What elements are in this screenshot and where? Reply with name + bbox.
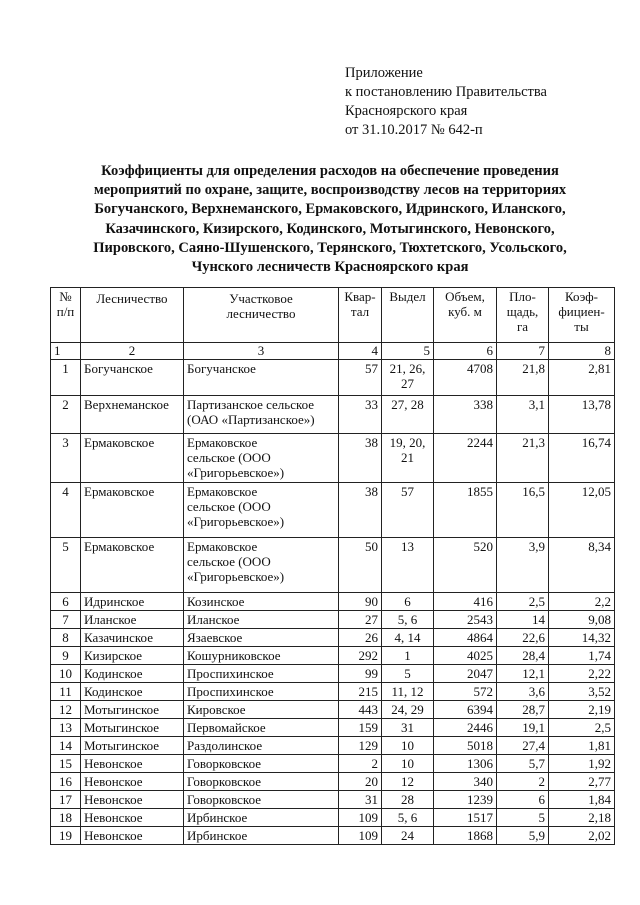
local-forestry-line: Говорковское xyxy=(187,756,261,771)
appendix-line: Красноярского края xyxy=(345,103,468,119)
plot-cell xyxy=(382,683,434,701)
plot-cell xyxy=(382,809,434,827)
local-forestry-cell xyxy=(184,791,339,809)
row-number-cell: 7 xyxy=(51,611,81,629)
area-cell: 5,9 xyxy=(497,827,549,845)
column-number-row xyxy=(51,343,615,360)
table-row xyxy=(51,683,615,701)
local-forestry-line: Богучанское xyxy=(187,361,256,376)
volume-cell: 5018 xyxy=(434,737,497,755)
area-cell: 12,1 xyxy=(497,665,549,683)
local-forestry-line: «Григорьевское») xyxy=(187,465,285,480)
quarter-cell: 50 xyxy=(339,538,382,593)
plot-line: 1 xyxy=(404,648,411,663)
column-number-cell: 5 xyxy=(382,343,434,360)
quarter-cell: 38 xyxy=(339,483,382,538)
table-row xyxy=(51,665,615,683)
coefficient-cell: 1,84 xyxy=(549,791,615,809)
header-text: тал xyxy=(350,304,370,319)
volume-cell: 2543 xyxy=(434,611,497,629)
plot-line: 5, 6 xyxy=(397,810,418,825)
volume-cell: 1868 xyxy=(434,827,497,845)
row-number-cell: 14 xyxy=(51,737,81,755)
local-forestry-cell xyxy=(184,538,339,593)
title-line: Казачинского, Кизирского, Кодинского, Мотыгинского, Невонского, xyxy=(105,220,555,237)
plot-cell xyxy=(382,773,434,791)
table-row xyxy=(51,737,615,755)
table-row xyxy=(51,611,615,629)
quarter-cell: 27 xyxy=(339,611,382,629)
header-plot xyxy=(382,288,434,343)
column-number-cell: 8 xyxy=(549,343,615,360)
table-row xyxy=(51,538,615,593)
volume-cell: 338 xyxy=(434,396,497,434)
local-forestry-line: Проспихинское xyxy=(187,684,274,699)
plot-line: 6 xyxy=(404,594,411,609)
local-forestry-cell xyxy=(184,360,339,396)
table-row xyxy=(51,791,615,809)
area-cell: 22,6 xyxy=(497,629,549,647)
volume-cell: 4025 xyxy=(434,647,497,665)
area-cell: 2,5 xyxy=(497,593,549,611)
quarter-cell: 38 xyxy=(339,434,382,483)
header-local-forestry xyxy=(184,288,339,343)
row-number-cell: 18 xyxy=(51,809,81,827)
title-line: мероприятий по охране, защите, воспроизводству лесов на территориях xyxy=(93,182,567,199)
plot-cell xyxy=(382,593,434,611)
column-number-cell: 3 xyxy=(184,343,339,360)
coefficient-cell: 2,19 xyxy=(549,701,615,719)
plot-line: 5 xyxy=(404,666,411,681)
table-row xyxy=(51,483,615,538)
header-text: фициен- xyxy=(558,304,605,319)
forestry-cell: Невонское xyxy=(81,827,184,845)
plot-line: 21, 26, xyxy=(389,361,426,376)
plot-cell xyxy=(382,611,434,629)
header-number xyxy=(51,288,81,343)
plot-cell xyxy=(382,396,434,434)
table-row xyxy=(51,396,615,434)
local-forestry-cell xyxy=(184,737,339,755)
local-forestry-line: Иланское xyxy=(187,612,240,627)
coefficient-cell: 3,52 xyxy=(549,683,615,701)
coefficient-cell: 2,5 xyxy=(549,719,615,737)
volume-cell: 416 xyxy=(434,593,497,611)
local-forestry-line: Кировское xyxy=(187,702,246,717)
header-text: Лесничество xyxy=(96,291,168,306)
forestry-cell: Невонское xyxy=(81,755,184,773)
row-number-cell: 15 xyxy=(51,755,81,773)
forestry-cell: Казачинское xyxy=(81,629,184,647)
header-text: Квар- xyxy=(344,289,376,304)
local-forestry-line: Партизанское сельское xyxy=(187,397,315,412)
quarter-cell: 31 xyxy=(339,791,382,809)
row-number-cell: 11 xyxy=(51,683,81,701)
plot-line: 5, 6 xyxy=(397,612,418,627)
quarter-cell: 90 xyxy=(339,593,382,611)
header-text: Пло- xyxy=(509,289,536,304)
forestry-cell: Кодинское xyxy=(81,665,184,683)
coefficient-cell: 13,78 xyxy=(549,396,615,434)
local-forestry-cell xyxy=(184,827,339,845)
local-forestry-cell xyxy=(184,809,339,827)
plot-line: 11, 12 xyxy=(391,684,424,699)
plot-line: 13 xyxy=(401,539,414,554)
quarter-cell: 215 xyxy=(339,683,382,701)
header-text: куб. м xyxy=(448,304,482,319)
area-cell: 19,1 xyxy=(497,719,549,737)
row-number-cell: 4 xyxy=(51,483,81,538)
volume-cell: 2446 xyxy=(434,719,497,737)
local-forestry-line: Говорковское xyxy=(187,792,261,807)
local-forestry-cell xyxy=(184,396,339,434)
area-cell: 6 xyxy=(497,791,549,809)
coefficient-cell: 2,18 xyxy=(549,809,615,827)
area-cell: 27,4 xyxy=(497,737,549,755)
appendix-line: к постановлению Правительства xyxy=(345,84,547,100)
local-forestry-line: Ирбинское xyxy=(187,810,248,825)
plot-cell xyxy=(382,755,434,773)
document-title xyxy=(60,162,600,277)
volume-cell: 2244 xyxy=(434,434,497,483)
area-cell: 14 xyxy=(497,611,549,629)
quarter-cell: 292 xyxy=(339,647,382,665)
coefficient-cell: 1,92 xyxy=(549,755,615,773)
local-forestry-cell xyxy=(184,434,339,483)
quarter-cell: 159 xyxy=(339,719,382,737)
header-text: лесничество xyxy=(226,306,296,321)
coefficient-cell: 1,81 xyxy=(549,737,615,755)
header-text: Коэф- xyxy=(565,289,598,304)
volume-cell: 1306 xyxy=(434,755,497,773)
local-forestry-cell xyxy=(184,719,339,737)
coefficient-cell: 2,02 xyxy=(549,827,615,845)
local-forestry-cell xyxy=(184,701,339,719)
quarter-cell: 109 xyxy=(339,809,382,827)
row-number-cell: 8 xyxy=(51,629,81,647)
row-number-cell: 1 xyxy=(51,360,81,396)
forestry-cell: Ермаковское xyxy=(81,483,184,538)
table-row xyxy=(51,701,615,719)
local-forestry-cell xyxy=(184,755,339,773)
forestry-cell: Идринское xyxy=(81,593,184,611)
plot-cell xyxy=(382,647,434,665)
local-forestry-line: Первомайское xyxy=(187,720,266,735)
local-forestry-cell xyxy=(184,483,339,538)
local-forestry-line: сельское (ООО xyxy=(187,450,271,465)
local-forestry-line: сельское (ООО xyxy=(187,499,271,514)
forestry-cell: Мотыгинское xyxy=(81,737,184,755)
header-coefficient xyxy=(549,288,615,343)
area-cell: 2 xyxy=(497,773,549,791)
plot-line: 4, 14 xyxy=(394,630,421,645)
coefficient-cell: 2,22 xyxy=(549,665,615,683)
coefficient-cell: 8,34 xyxy=(549,538,615,593)
local-forestry-line: «Григорьевское») xyxy=(187,569,285,584)
title-line: Коэффициенты для определения расходов на обеспечение проведения xyxy=(101,163,559,179)
table-row xyxy=(51,773,615,791)
coefficients-table xyxy=(50,287,615,845)
area-cell: 5,7 xyxy=(497,755,549,773)
plot-line: 12 xyxy=(401,774,414,789)
table-body xyxy=(51,360,615,845)
local-forestry-cell xyxy=(184,683,339,701)
quarter-cell: 33 xyxy=(339,396,382,434)
quarter-cell: 99 xyxy=(339,665,382,683)
local-forestry-line: Кошурниковское xyxy=(187,648,281,663)
appendix-line: Приложение xyxy=(345,65,423,81)
coefficient-cell: 1,74 xyxy=(549,647,615,665)
local-forestry-line: Язаевское xyxy=(187,630,243,645)
local-forestry-line: «Григорьевское») xyxy=(187,514,285,529)
header-text: Выдел xyxy=(389,289,426,304)
volume-cell: 6394 xyxy=(434,701,497,719)
header-row xyxy=(51,288,615,343)
volume-cell: 4708 xyxy=(434,360,497,396)
quarter-cell: 57 xyxy=(339,360,382,396)
area-cell: 21,3 xyxy=(497,434,549,483)
header-text: Участковое xyxy=(229,291,293,306)
row-number-cell: 6 xyxy=(51,593,81,611)
header-forestry xyxy=(81,288,184,343)
appendix-date-line: от 31.10.2017 № 642-п xyxy=(345,122,483,138)
table-row xyxy=(51,629,615,647)
local-forestry-line: Проспихинское xyxy=(187,666,274,681)
plot-line: 27, 28 xyxy=(391,397,424,412)
plot-line: 19, 20, xyxy=(389,435,426,450)
forestry-cell: Кизирское xyxy=(81,647,184,665)
volume-cell: 1855 xyxy=(434,483,497,538)
coefficient-cell: 2,81 xyxy=(549,360,615,396)
row-number-cell: 12 xyxy=(51,701,81,719)
header-text: ты xyxy=(574,319,589,334)
local-forestry-cell xyxy=(184,629,339,647)
title-line: Чунского лесничеств Красноярского края xyxy=(191,259,469,276)
volume-cell: 4864 xyxy=(434,629,497,647)
plot-line: 10 xyxy=(401,738,414,753)
column-number-cell: 2 xyxy=(81,343,184,360)
forestry-cell: Богучанское xyxy=(81,360,184,396)
volume-cell: 1239 xyxy=(434,791,497,809)
column-number-cell: 6 xyxy=(434,343,497,360)
plot-cell xyxy=(382,719,434,737)
area-cell: 3,6 xyxy=(497,683,549,701)
plot-cell xyxy=(382,434,434,483)
quarter-cell: 109 xyxy=(339,827,382,845)
plot-line: 31 xyxy=(401,720,414,735)
coefficient-cell: 2,2 xyxy=(549,593,615,611)
volume-cell: 572 xyxy=(434,683,497,701)
plot-line: 57 xyxy=(401,484,414,499)
plot-cell xyxy=(382,538,434,593)
coefficient-cell: 2,77 xyxy=(549,773,615,791)
local-forestry-line: Ермаковское xyxy=(187,539,258,554)
table-row xyxy=(51,719,615,737)
plot-line: 21 xyxy=(401,450,414,465)
table-row xyxy=(51,434,615,483)
quarter-cell: 20 xyxy=(339,773,382,791)
area-cell: 5 xyxy=(497,809,549,827)
coefficient-cell: 12,05 xyxy=(549,483,615,538)
header-text: щадь, xyxy=(506,304,539,319)
local-forestry-line: Козинское xyxy=(187,594,245,609)
plot-cell xyxy=(382,665,434,683)
header-area xyxy=(497,288,549,343)
row-number-cell: 19 xyxy=(51,827,81,845)
plot-cell xyxy=(382,629,434,647)
plot-cell xyxy=(382,360,434,396)
table-row xyxy=(51,809,615,827)
header-text: Объем, xyxy=(445,289,485,304)
coefficient-cell: 9,08 xyxy=(549,611,615,629)
forestry-cell: Невонское xyxy=(81,791,184,809)
title-line: Пировского, Саяно-Шушенского, Терянского, Тюхтетского, Усольского, xyxy=(93,239,567,256)
forestry-cell: Кодинское xyxy=(81,683,184,701)
forestry-cell: Мотыгинское xyxy=(81,719,184,737)
coefficient-cell: 16,74 xyxy=(549,434,615,483)
local-forestry-cell xyxy=(184,611,339,629)
area-cell: 3,1 xyxy=(497,396,549,434)
volume-cell: 340 xyxy=(434,773,497,791)
table-row xyxy=(51,827,615,845)
area-cell: 21,8 xyxy=(497,360,549,396)
row-number-cell: 10 xyxy=(51,665,81,683)
forestry-cell: Мотыгинское xyxy=(81,701,184,719)
forestry-cell: Верхнеманское xyxy=(81,396,184,434)
table-row xyxy=(51,360,615,396)
row-number-cell: 16 xyxy=(51,773,81,791)
plot-cell xyxy=(382,791,434,809)
volume-cell: 1517 xyxy=(434,809,497,827)
plot-line: 24 xyxy=(401,828,414,843)
plot-cell xyxy=(382,483,434,538)
area-cell: 16,5 xyxy=(497,483,549,538)
plot-line: 24, 29 xyxy=(391,702,424,717)
area-cell: 28,7 xyxy=(497,701,549,719)
forestry-cell: Невонское xyxy=(81,809,184,827)
row-number-cell: 2 xyxy=(51,396,81,434)
local-forestry-line: Ирбинское xyxy=(187,828,248,843)
forestry-cell: Невонское xyxy=(81,773,184,791)
forestry-cell: Иланское xyxy=(81,611,184,629)
quarter-cell: 129 xyxy=(339,737,382,755)
local-forestry-line: Ермаковское xyxy=(187,435,258,450)
row-number-cell: 5 xyxy=(51,538,81,593)
local-forestry-line: сельское (ООО xyxy=(187,554,271,569)
volume-cell: 2047 xyxy=(434,665,497,683)
plot-cell xyxy=(382,827,434,845)
local-forestry-line: (ОАО «Партизанское») xyxy=(187,412,315,427)
table-row xyxy=(51,593,615,611)
local-forestry-cell xyxy=(184,647,339,665)
row-number-cell: 13 xyxy=(51,719,81,737)
forestry-cell: Ермаковское xyxy=(81,434,184,483)
area-cell: 3,9 xyxy=(497,538,549,593)
plot-cell xyxy=(382,701,434,719)
plot-cell xyxy=(382,737,434,755)
plot-line: 10 xyxy=(401,756,414,771)
local-forestry-cell xyxy=(184,593,339,611)
header-text: № xyxy=(59,289,72,304)
column-number-cell: 4 xyxy=(339,343,382,360)
column-number-cell: 1 xyxy=(51,343,81,360)
plot-line: 28 xyxy=(401,792,414,807)
header-text: га xyxy=(516,319,529,334)
plot-line: 27 xyxy=(401,376,414,391)
area-cell: 28,4 xyxy=(497,647,549,665)
title-line: Богучанского, Верхнеманского, Ермаковского, Идринского, Иланского, xyxy=(94,201,566,218)
local-forestry-cell xyxy=(184,773,339,791)
volume-cell: 520 xyxy=(434,538,497,593)
local-forestry-line: Ермаковское xyxy=(187,484,258,499)
header-volume xyxy=(434,288,497,343)
row-number-cell: 17 xyxy=(51,791,81,809)
row-number-cell: 9 xyxy=(51,647,81,665)
appendix-block xyxy=(345,64,547,140)
coefficient-cell: 14,32 xyxy=(549,629,615,647)
header-quarter xyxy=(339,288,382,343)
quarter-cell: 443 xyxy=(339,701,382,719)
quarter-cell: 26 xyxy=(339,629,382,647)
header-text: п/п xyxy=(56,304,75,319)
table-row xyxy=(51,755,615,773)
forestry-cell: Ермаковское xyxy=(81,538,184,593)
local-forestry-cell xyxy=(184,665,339,683)
column-number-cell: 7 xyxy=(497,343,549,360)
local-forestry-line: Говорковское xyxy=(187,774,261,789)
quarter-cell: 2 xyxy=(339,755,382,773)
table-row xyxy=(51,647,615,665)
local-forestry-line: Раздолинское xyxy=(187,738,263,753)
row-number-cell: 3 xyxy=(51,434,81,483)
